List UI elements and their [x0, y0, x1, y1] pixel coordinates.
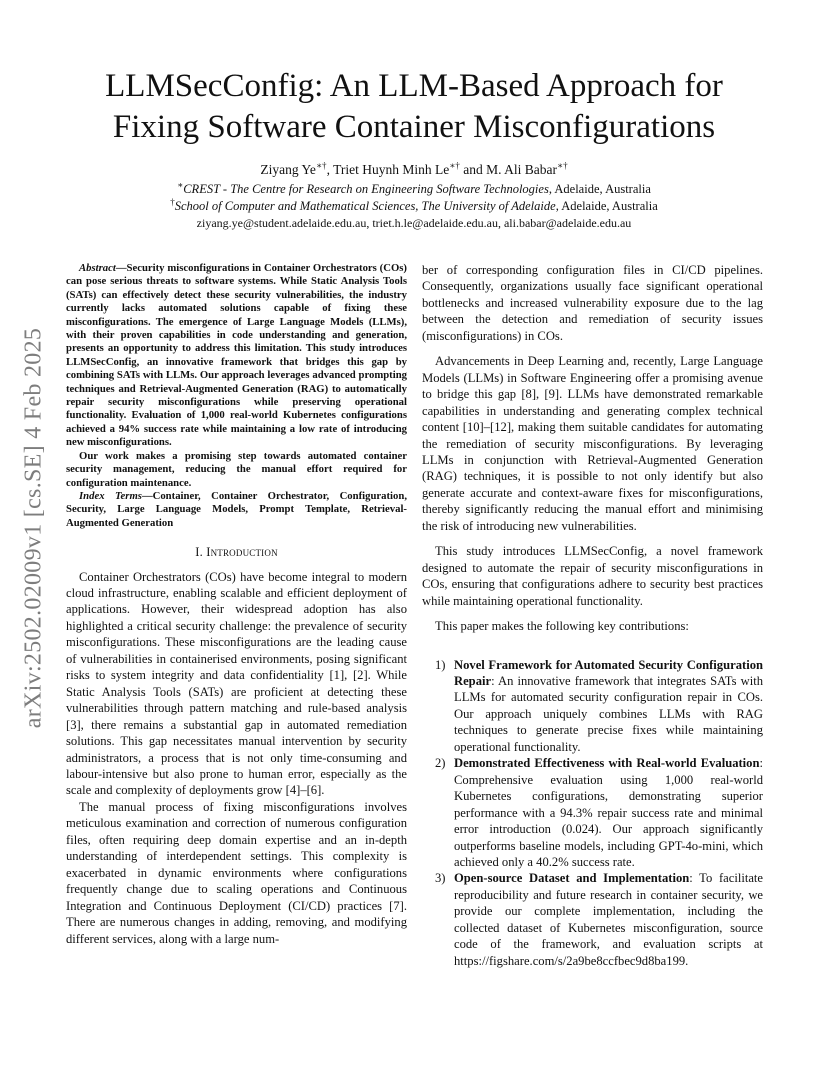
title-line-2: Fixing Software Container Misconfigurations [112, 109, 716, 145]
affiliation-2 [60, 198, 768, 214]
contribution-body: : Comprehensive evaluation using 1,000 real-world Kubernetes configurations, demonstrating superior performance with a 94.3% repair success rate and minimal error introduction (0.024). Our approach significantly outperforms baseline models, including GPT-4o-mini, which achieved only a 40.2% success rate. [454, 756, 763, 869]
intro-paragraph-5: This paper makes the following key contributions: [435, 619, 689, 634]
title-line-1: LLMSecConfig: An LLM-Based Approach for [105, 68, 723, 104]
author-mark: ∗† [315, 160, 327, 171]
arxiv-identifier [18, 298, 50, 758]
paper-title [60, 66, 768, 148]
abstract-paragraph-2: Our work makes a promising step towards automated container security management, reducing the manual effort required for configuration maintenance. [66, 449, 407, 489]
intro-paragraph-4: This study introduces LLMSecConfig, a novel framework designed to automate the repair of security misconfigurations in COs, ensuring that configurations adhere to security best practices while maintaining operational functionality. [422, 544, 763, 608]
affiliation-location: , Adelaide, Australia [555, 199, 658, 213]
contribution-body: : An innovative framework that integrates SATs with LLMs for automated security configuration repair in COs. Our approach uniquely combines LLMs with RAG techniques to generate precise fixes while maintaining operational functionality. [454, 673, 763, 754]
section-heading-introduction: I. Introduction [195, 545, 278, 560]
abstract-label: Abstract [79, 262, 116, 274]
contribution-number: 3) [435, 871, 446, 886]
author-emails: ziyang.ye@student.adelaide.edu.au, triet.h.le@adelaide.edu.au, ali.babar@adelaide.edu.au [196, 216, 632, 230]
intro-paragraph-1: Container Orchestrators (COs) have become integral to modern cloud infrastructure, enabling scalable and efficient deployment of applications. However, their widespread adoption has also highlighted a critical security challenge: the prevalence of security misconfigurations. These misconfigurations are the leading cause of vulnerabilities in containerised environments, posing significant risks to system integrity and data confidentiality [1], [2]. While Static Analysis Tools (SATs) are proficient at detecting these vulnerabilities through pattern matching and rule-based analysis [3], there remains a substantial gap in automated remediation solutions. This gap necessitates manual intervention by security administrators, a process that is not only time-consuming and labour-intensive but also prone to human error, especially as the scale and complexity of deployments grow [4]–[6]. [66, 569, 407, 798]
contribution-item [422, 755, 763, 870]
author-name: , Triet Huynh Minh Le [326, 162, 450, 177]
contribution-number: 2) [435, 756, 446, 771]
intro-paragraph-3: Advancements in Deep Learning and, recently, Large Language Models (LLMs) in Software Engineering offer a promising avenue to bridge this gap [8], [9]. LLMs have demonstrated remarkable capabilities in understanding and generating complex technical content [10]–[12], making them suitable candidates for automating the remediation of security misconfigurations. By leveraging LLMs in conjunction with Retrieval-Augmented Generation (RAG) techniques, it is possible to not only identify but also generate accurate and context-aware fixes for misconfigurations, thereby significantly reducing the manual effort and minimising the risk of introducing new vulnerabilities. [422, 354, 763, 533]
contribution-list [422, 657, 763, 970]
author-name: and M. Ali Babar [459, 162, 557, 177]
contribution-item [422, 657, 763, 756]
affiliation-name: School of Computer and Mathematical Sciences, The University of Adelaide [174, 199, 556, 213]
affiliation-1 [60, 181, 768, 197]
abstract [66, 262, 407, 530]
affiliation-mark: † [170, 196, 175, 207]
contribution-title: Open-source Dataset and Implementation [454, 871, 690, 886]
author-mark: ∗† [556, 160, 568, 171]
contribution-number: 1) [435, 657, 446, 672]
author-name: Ziyang Ye [260, 162, 316, 177]
contribution-body: : To facilitate reproducibility and future research in container security, we provide our complete implementation, including the collected dataset of Kubernetes misconfiguration, source code of the framework, and evaluation scripts at https://figshare.com/s/2a9be8ccfbec9d8ba199. [454, 871, 764, 968]
abstract-text: —Security misconfigurations in Container Orchestrators (COs) can pose serious threats to software systems. While Static Analysis Tools (SATs) can effectively detect these security vulnerabilities, the industry currently lacks automated solutions capable of fixing these misconfigurations. The emergence of Large Language Models (LLMs), with their proven capabilities in code understanding and generation, presents an opportunity to address this limitation. This study introduces LLMSecConfig, an innovative framework that bridges this gap by combining SATs with LLMs. Our approach leverages advanced prompting techniques and Retrieval-Augmented Generation (RAG) to automatically repair security misconfigurations while preserving operational functionality. Evaluation of 1,000 real-world Kubernetes configurations achieved a 94% success rate while maintaining a low rate of introducing new misconfigurations. [66, 262, 407, 449]
left-column [66, 262, 407, 947]
affiliation-mark: ∗ [177, 179, 184, 190]
intro-paragraph-2-start: The manual process of fixing misconfigurations involves meticulous examination and correction of numerous configuration files, often requiring deep domain expertise and an in-depth understanding of interdependent settings. This complexity is exacerbated in dynamic environments where configurations frequently change due to scaling operations and Continuous Integration and Continuous Deployment (CI/CD) practices [7]. There are numerous changes in adding, removing, and modifying different services, along with a large num- [66, 799, 407, 946]
author-list [60, 161, 768, 179]
affiliation-location: , Adelaide, Australia [548, 182, 651, 196]
contribution-title: Novel Framework for Automated Security Configuration Repair [454, 657, 763, 688]
contribution-title: Demonstrated Effectiveness with Real-world Evaluation [454, 756, 760, 771]
arxiv-identifier-text: arXiv:2502.02009v1 [cs.SE] 4 Feb 2025 [20, 327, 47, 729]
index-terms-label: Index Terms [79, 489, 142, 502]
index-terms-text: —Container, Container Orchestrator, Configuration, Security, Large Language Models, Prompt Template, Retrieval-Augmented Generation [66, 489, 407, 529]
contribution-item [422, 870, 763, 969]
affiliation-name: CREST - The Centre for Research on Engineering Software Technologies [183, 182, 549, 196]
right-column [422, 262, 763, 969]
author-mark: ∗† [449, 160, 460, 171]
intro-paragraph-2-continued: ber of corresponding configuration files in CI/CD pipelines. Consequently, organizations usually face significant operational bottlenecks and increased vulnerability exposure due to the lag between the detection and remediation of security issues (misconfigurations) in COs. [422, 263, 763, 343]
